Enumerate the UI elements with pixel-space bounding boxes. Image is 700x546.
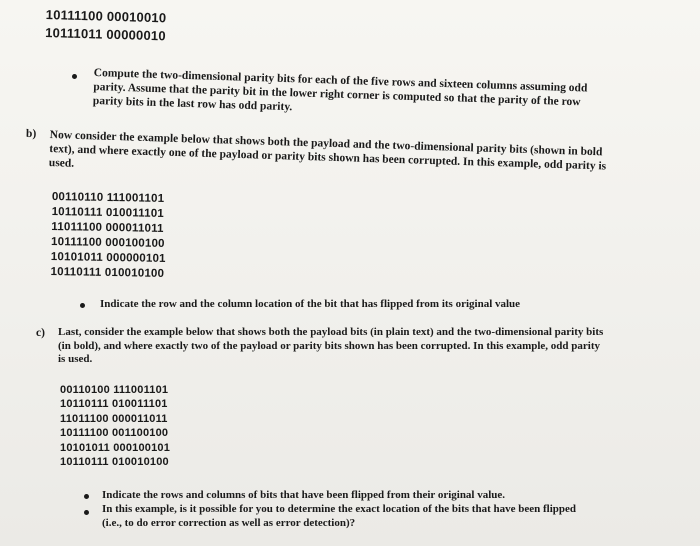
part-b-binary-block [50,190,166,282]
top-binary-block [45,6,167,45]
part-c-bullet-2-text: In this example, is it possible for you to determine the exact location of the bits that have been flipped (i.e., to do error correction as well as error detection)? [102,503,577,529]
bullet-dot [80,303,85,308]
binary-row-parity: 10110111 010010100 [50,265,165,280]
bullet-dot [72,74,77,79]
binary-row-parity: 10110111 010010100 [60,456,169,469]
part-b-text: Now consider the example below that shows both the payload and the two-dimensional parity bits (shown in bold text), and where exactly one of the payload or parity bits shown has been corrupted. In this example, odd parity is used. [48,128,607,173]
binary-row: 10111100 00010010 [45,6,167,26]
binary-row: 10111100 000100100 [50,235,165,250]
part-c-text: Last, consider the example below that shows both the payload bits (in plain text) and the two-dimensional parity bits (in bold), and where exactly two of the payload or parity bits shown has been corrupted. In this example, odd parity is used. [58,326,604,365]
binary-row: 10111100 001100100 [60,427,169,440]
part-c-label: c) [36,327,45,339]
bullet-dot [84,494,89,499]
part-b-label: b) [25,127,37,141]
binary-row: 10111011 00000010 [45,24,166,44]
part-c-bullet-1-text: Indicate the rows and columns of bits that have been flipped from their original value. [102,489,506,501]
part-c-binary-block [60,383,170,469]
binary-row: 00110110 111001101 [51,190,165,205]
binary-row: 11011100 000011011 [51,220,164,235]
binary-row: 10101011 000000101 [50,250,166,265]
part-a-bullet-text: Compute the two-dimensional parity bits for each of the five rows and sixteen columns assuming odd parity. Assume that the parity bit in the lower right corner is computed so that the parity of the row parity bits in the last row has odd parity. [92,66,588,114]
part-b-bullet-text: Indicate the row and the column location of the bit that has flipped from its original value [100,298,521,310]
binary-row: 10110111 010011101 [60,398,168,411]
binary-row: 10110111 010011101 [51,205,165,220]
bullet-dot [84,510,89,515]
binary-row: 11011100 000011011 [60,412,168,425]
binary-row: 00110100 111001101 [60,384,169,396]
binary-row: 10101011 000100101 [60,441,171,454]
